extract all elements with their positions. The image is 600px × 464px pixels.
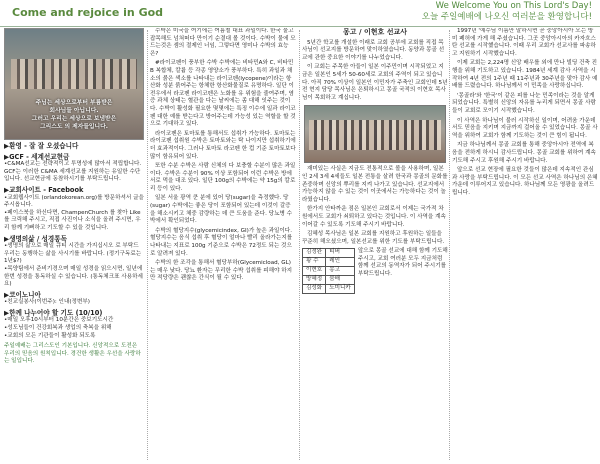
section-item: •친교실봉사(이번주): 인내(정변부) (4, 299, 90, 306)
paragraph: 이 사역은 하나님이 불러 시작하신 일이며, 어려움 가운데서도 믿음을 지키며 지금까지 걸어올 수 있었습니다. 몽골 사역을 위하여 교회가 함께 기도하는 것이 큰 힘이 됩니다. (452, 117, 598, 139)
paragraph: '몽골라'와 '한국'이 같은 피를 나눈 민족이라는 것을 알게 되었습니다. 특별히 신앙의 자유를 누리게 되면서 몽골 사람들이 교회로 모이기 시작했습니다. (452, 92, 596, 114)
announcements-column (4, 28, 144, 462)
paragraph: 5년간 학교를 개설한 이래로 교회 공부에 교회를 직접 목사님이 선교지를 방문하여 맞이하였습니다. 동양과 몽골 선교에 관한 중요한 이야기를 나누었습니다. (302, 39, 445, 61)
paragraph: 라이코펜은 토마토를 통해서도 섭취가 가능하다. 토마토는 라이코펜 섭취원 수박은 토마토와는 탁 나이지만 섭취하기에 더 효과적이다. 그러나 토마토 라코펜 한 컵 기준 토마토보다 많이 함유되어 있다. (150, 130, 296, 160)
paragraph: 수박의 혈당지수(glycemicindex, GI)가 높은 과일이다. 혈당지수는 음식 섭취 후 혈당이 얼마나 빨리 올라가는지를 나타내는 지표로 100g 기준으로 수박은 72정도 되는 것으로 알려져 있다. (150, 227, 293, 257)
column-divider (449, 30, 450, 460)
missionary-column (302, 28, 448, 462)
section-title: ▶교회사이트 - Facebook (4, 185, 84, 194)
missionary-name-cell: 김성화 (303, 285, 326, 294)
caption-line: 그러고 우리는 세상으로 보냄받은 (31, 116, 117, 122)
section-item: •교회의 모든 기관들이 활성화 되도록 (4, 332, 96, 339)
church-group-photo (304, 105, 446, 163)
header-welcome-ko: 오늘 주일예배에 나오신 여러분을 환영합니다! (421, 12, 592, 22)
paragraph: 이 교회는 주목한 아들이 일본 이주민이며 시작되었고 지금은 일본인 5세가 50-60세로 교회의 주역이 되고 있습니다. 아직 70% 이상이 일본인 이민자가 주축인 교회인데 5년전 현지 담당 목사님은 은퇴하시고 몽골 국적의 이현호 목사님이 목회하고 계십니다. (302, 64, 448, 101)
section-title: ▶환영 - 잘 잘 오셨습니다 (4, 142, 79, 150)
article-column (150, 28, 296, 462)
paragraph: 수박은 미국을 여기에는 여름철 대표 과일이다. 한국 물고 잡목해도 넘쳐떠다 만이기 순결대 볼 것이다. 수박이 물에 모드는것은 셈의 절제인 너임, 그렇다면 영미나 수박의 효능은? (150, 28, 296, 57)
section-title: ▶GCF - 세계선교현금 (4, 152, 70, 161)
missionary-heading: 몽고 / 이현호 선교사 (343, 28, 407, 36)
missionary-body-continued (302, 166, 448, 246)
paragraph: 김혜성 목사님은 일본 교회를 지원하고 후원하는 일들을 꾸준히 해오셨으며, 일본선교를 위한 기도를 부탁드립니다. (302, 231, 445, 245)
continuation-column (452, 28, 598, 462)
mission-field-cell: 레인 (326, 258, 355, 267)
article-body (150, 28, 296, 283)
paragraph: 일본 서울 광역 쿤 분에 있어 당(sugar)을 측정했다. 당(sugar) 수박에는 좋은 당이 포함되어 있는데 이것이 갈증을 해소시키고 체중 감량하는 데 큰 도움을 준다. 당뇨병 수박에서 확인되었다. (150, 195, 293, 225)
section-item: •성도님들이 건강회복과 생업의 축복을 위해 (4, 325, 112, 332)
caption-line: 회사님들 아닙니다. (49, 108, 99, 114)
page-header (0, 0, 600, 27)
paragraph: 한가지 안타까운 점은 일본인 교회로서 이제는 국가적 차원에서도 교회가 쇠퇴하고 있다는 것입니다. 이 사역을 계속 이어갈 수 있도록 기도해 주시기 바랍니다. (302, 206, 446, 228)
mission-field-cell: 도미니카 (326, 285, 355, 294)
missionary-roster-table (302, 248, 355, 294)
paragraph: 앞으로 선교 현장에 필요한 것들이 많은데 지속적인 관심과 사랑을 부탁드립니다. 이 모든 선교 사역은 하나님의 은혜 가운데 이루어지고 있습니다. 하나님께 모든 영광을 올려드립니다. (452, 167, 598, 196)
header-title-left: Come and rejoice in God (12, 6, 164, 19)
paragraph: 이제 교회는 2,224명 신앙 배우를 외에 만나 빌딩 건축 진행을 위해 기도하고 있습니다. 1984년 세계 감사 사역을 시작하여 4년 전의 1주년 때 11주년과 30주년을 맞아 감사 예배를 드렸습니다. 하나님께서 이 민족을 사랑하십니다. (452, 60, 598, 90)
photo-people (11, 59, 137, 89)
section-title: ▶생명의삶 / 성경통독 (4, 234, 68, 243)
mission-field-cell: 몽고 (326, 267, 355, 276)
mission-field-cell: 뭄배 (326, 276, 355, 285)
section-title: ▶한께 나누어야 할 기도 (10/10) (4, 308, 103, 317)
header-welcome-en: We Welcome You on This Lord's Day! (435, 1, 592, 11)
section-item: •교회웹사이트 (orlandokorean.org)를 방문하셔서 글을 주시옵니다. (4, 194, 144, 209)
section-item: •목양팀에서 준비기경으며 매일 성경을 읽으시면, 일년에 한번 성경을 통독하실 수 있습니다. (통독체크표 사용하세요) (4, 265, 143, 288)
missionary-name-cell: 이현호 (303, 267, 326, 276)
column-divider (299, 30, 300, 460)
section-item: •매일 오후10시부터 10분간은 중보기도시간 (4, 317, 114, 324)
paragraph: 재미있는 사실은 지금도 전통적으로 볼을 사용하며, 일본인 2세 3세 4세들도 일본 전통을 살려 한국과 몽골의 문화를 존중하며 신앙의 뿌리를 지켜 나가고 있습니다. 선교지에서 가능하지 않을 수 있는 것이 이곳에서는 가능하다는 것이 놀라웠습니다. (302, 166, 448, 203)
announcement-sections (4, 143, 144, 340)
paragraph: 지금 하나님께서 몽골 교회를 통해 중앙아시아 전역에 복음을 전하게 하시니 감사드립니다. 몽골 교회를 위하여 계속 기도해 주시고 후원해 주시기 바랍니다. (452, 142, 596, 164)
table-row (303, 258, 355, 267)
section-item: •생명의 삶으로 매일 큐티 시간을 가지십시오 로 부탁드 우리는 동행하는 삶을 사시기를 바랍니다. (정기구독료는 1년$?) (4, 243, 142, 265)
continuation-body (452, 28, 598, 197)
table-row (303, 249, 355, 258)
paragraph: 1997년 '예수님 이름만 말하시면 곧 중앙아시아 오는 방미 폐허에 가게 해 주셨습니다. 그곳 중앙아시아의 카자흐스탄 선교를 시작했습니다. 이때 우리 교회가 선교사를 파송하고 지원하기 시작했습니다. (452, 28, 596, 57)
section-item: •C&MA선교는 전략적이고 투명성에 많아서 적립합니다. GCF는 이러한 C&MA 세계선교를 지원하는 유일한 수단입니다. 선교현금에 동참하시기를 부탁드립니다. (4, 161, 142, 183)
table-row (303, 285, 355, 294)
missionary-roster-block (302, 248, 448, 294)
missionary-body (302, 40, 448, 103)
roster-side-text: 앞으로 몽골 선교에 대해 함께 기도해 주시고, 교회 여러분 모두 지금처럼 함께 선교의 동역자가 되어 주시기를 부탁드립니다. (357, 248, 448, 278)
missionary-name-cell: 방혜정 (303, 276, 326, 285)
header-title-right (422, 1, 592, 23)
caption-line: 그리스도 의 제자들입니다. (40, 124, 108, 130)
photo-caption (11, 99, 137, 131)
section-item: •페이스북을 하신다면, ChampenChurch 를 찾아 Like를 크릭해 주시고, 직접 사진이나 소식을 올려 주시면, 우리 함께 기뻐하고 기도할 수 있을 것입니다. (4, 209, 141, 231)
paragraph: #라이코펜이 풍부한 수박 수박에는 비타민A와 C, 비타민 B 복합체, 칼륨 등 각종 영양소가 풍부하다. 특히 과일과 채소의 붉은 색소를 나타내는 라이코펜(lycopene)이라는 항산화 성분 붉어주는 항체한 항산화물질로 유명하다. 일단 이 전우에서 라코펜 라이코펜은 노화를 유 위험을 줄여주며, 염증 과체 상태는 혈관을 다는 날씨에는 좀 대해 잇주는 것이다. 수박이 활성화 필요한 몇몇에는 특징 이수에 일과 라이코펜 대한 예를 받는다고 방어주는데 가능성 있는 역할을 할 것으로 기대하고 있다. (150, 60, 296, 128)
paragraph: 또한 수분 수박은 사람 신체의 다 보충할 수분이 많은 과일이다. 수박은 수분이 90% 이상 포함되어 이런 수박은 방에 서로 먹을 대조 있다. 일단 100g의 수박에는 약 15g의 칼로리 등이 있다. (150, 163, 296, 192)
footer-note: 주일예배는 그리스도인 기본입니다. 신앙적으로 도전은 우리의 믿음의 원칙입니다. 경건한 생활은 우선을 사랑하는 일입니다. (4, 343, 141, 365)
missionary-name-cell: 황 수 (303, 258, 326, 267)
missionary-name-cell: 김정완 (303, 249, 326, 258)
photo-people (309, 120, 441, 150)
table-row (303, 276, 355, 285)
paragraph: 수박의 한 조각을 통해서 혈당부하(Glycemicload, GL)는 매우 낮다. 당뇨 환자는 무리한 수박 섭취를 피해야 하지만 적당량은 괜찮은 간식이 될 수 있다. (150, 260, 293, 282)
congregation-photo (4, 28, 144, 140)
column-divider (147, 30, 148, 460)
mission-field-cell: 티버 (326, 249, 355, 258)
caption-line: 주님는 세상으로부터 부름받은 (35, 100, 113, 106)
section-title: ▶코이노니아 (4, 290, 41, 299)
table-row (303, 267, 355, 276)
